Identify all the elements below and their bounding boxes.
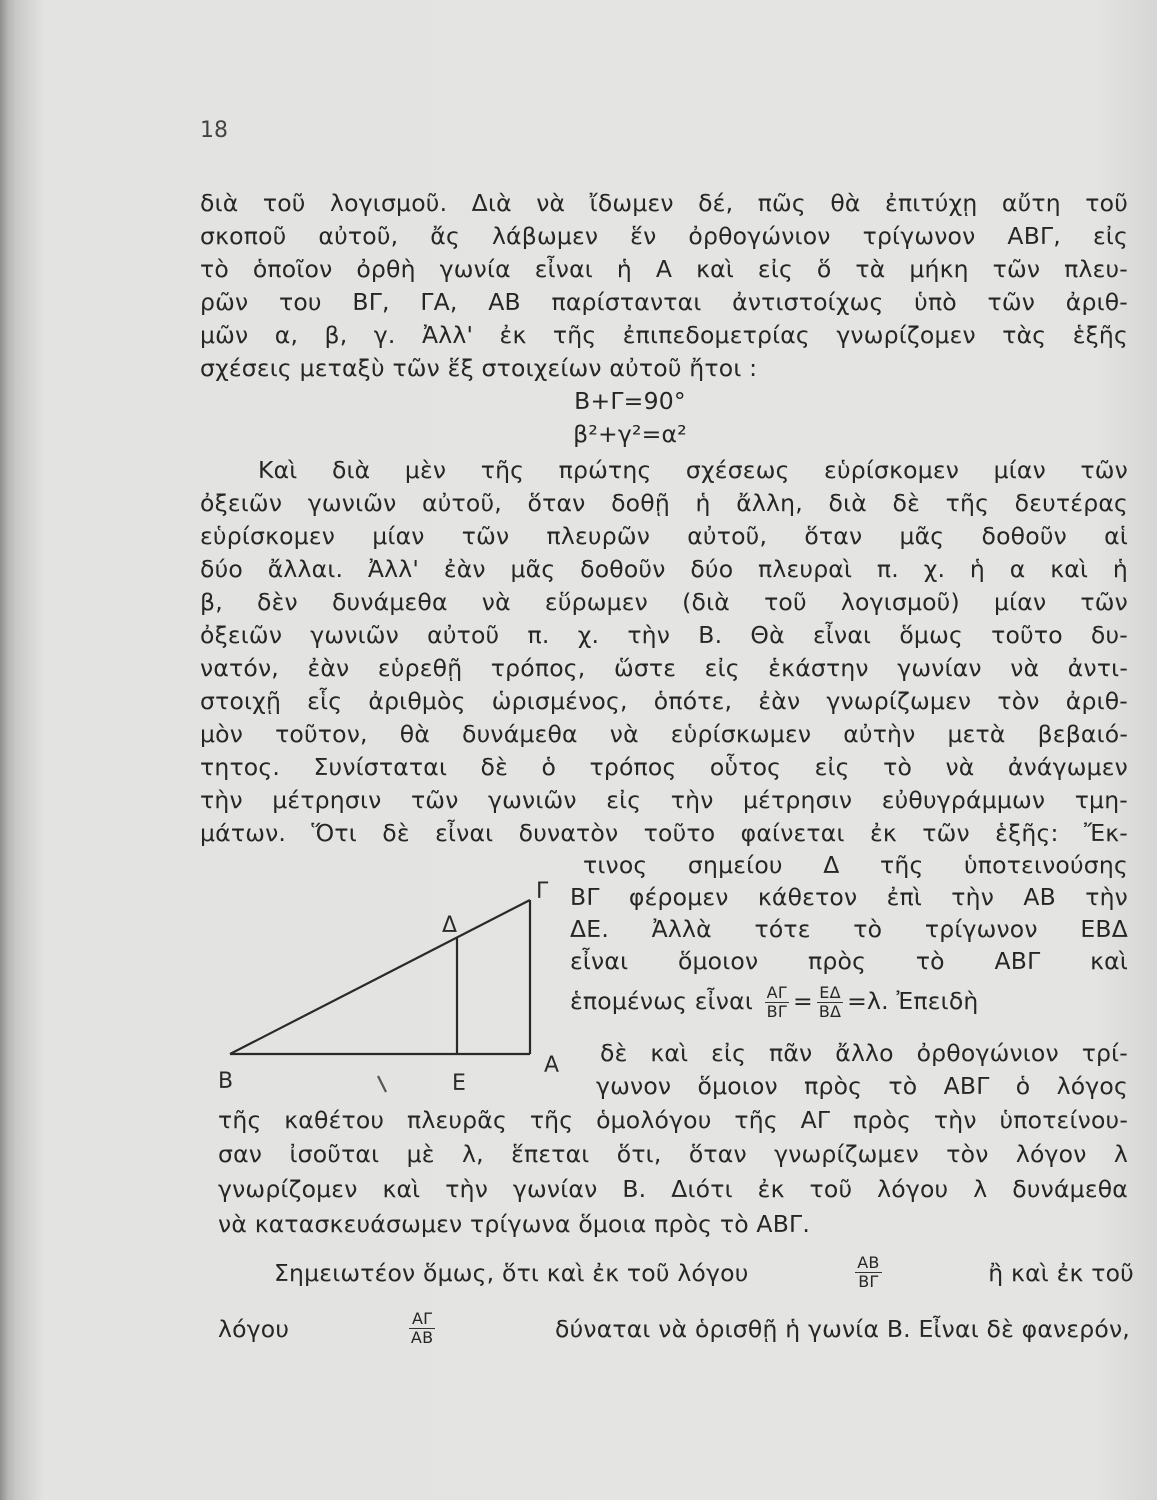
- fraction-ab-over-bg: [855, 1254, 881, 1291]
- text-line: νατόν, ἐὰν εὑρεθῇ τρόπος, ὥστε εἰς ἑκάστην γωνίαν νὰ ἀντι-: [200, 654, 1128, 682]
- text-fragment: =λ. Ἐπειδὴ: [847, 987, 979, 1015]
- fraction-denominator: ΒΔ: [818, 1002, 842, 1021]
- text-line: στοιχῇ εἷς ἀριθμὸς ὡρισμένος, ὁπότε, ἐὰν γνωρίζωμεν τὸν ἀριθ-: [200, 687, 1128, 715]
- text-line: ὀξειῶν γωνιῶν αὐτοῦ π. χ. τὴν Β. Θὰ εἶναι ὅμως τοῦτο δυ-: [200, 621, 1128, 649]
- text-line: ὀξειῶν γωνιῶν αὐτοῦ, ὅταν δοθῇ ἡ ἄλλη, διὰ δὲ τῆς δευτέρας: [200, 489, 1128, 517]
- text-line: σκοποῦ αὐτοῦ, ἄς λάβωμεν ἕν ὀρθογώνιον τρίγωνον ΑΒΓ, εἰς: [200, 222, 1128, 250]
- fraction-ag-over-ab: [409, 1310, 435, 1347]
- hypotenuse-bg: [230, 900, 530, 1054]
- right-triangle-figure: [200, 870, 580, 1110]
- ratio-line: [570, 984, 1130, 1021]
- text-fragment: δύναται νὰ ὁρισθῇ ἡ γωνία Β. Εἶναι δὲ φανερόν,: [555, 1314, 1130, 1343]
- vertex-label-a: Α: [544, 1053, 560, 1078]
- text-line: μῶν α, β, γ. Ἀλλ' ἐκ τῆς ἐπιπεδομετρίας γνωρίζομεν τὰς ἑξῆς: [200, 321, 1128, 349]
- text-fragment: ἢ καὶ ἐκ τοῦ: [988, 1258, 1134, 1287]
- text-line: μάτων. Ὅτι δὲ εἶναι δυνατὸν τοῦτο φαίνεται ἐκ τῶν ἑξῆς: Ἔκ-: [200, 819, 1128, 847]
- page-number: 18: [200, 118, 228, 143]
- text-line: β, δὲν δυνάμεθα νὰ εὕρωμεν (διὰ τοῦ λογισμοῦ) μίαν τῶν: [200, 588, 1128, 616]
- text-line: σαν ἰσοῦται μὲ λ, ἕπεται ὅτι, ὅταν γνωρίζωμεν τὸν λόγον λ: [218, 1140, 1128, 1168]
- fraction-denominator: ΒΓ: [858, 1272, 879, 1291]
- text-line: τινος σημείου Δ τῆς ὑποτεινούσης: [583, 851, 1128, 879]
- text-fragment: λόγου: [218, 1314, 290, 1343]
- point-label-e: Ε: [452, 1071, 466, 1096]
- text-line: γωνον ὅμοιον πρὸς τὸ ΑΒΓ ὁ λόγος: [596, 1072, 1128, 1100]
- fraction-numerator: ΑΓ: [765, 984, 789, 1003]
- vertex-label-b: Β: [218, 1069, 234, 1094]
- text-line: ρῶν του ΒΓ, ΓΑ, ΑΒ παρίστανται ἀντιστοίχως ὑπὸ τῶν ἀριθ-: [200, 288, 1128, 316]
- equals-sign: =: [792, 987, 813, 1015]
- text-line: Καὶ διὰ μὲν τῆς πρώτης σχέσεως εὑρίσκομεν μίαν τῶν: [258, 456, 1128, 484]
- pencil-mark: [378, 1076, 386, 1092]
- vertex-label-g: Γ: [536, 879, 549, 904]
- text-fragment: Σημειωτέον ὅμως, ὅτι καὶ ἐκ τοῦ λόγου: [274, 1258, 749, 1287]
- point-label-d: Δ: [442, 913, 458, 938]
- text-line: σχέσεις μεταξὺ τῶν ἕξ στοιχείων αὐτοῦ ἤτοι :: [200, 354, 758, 382]
- fraction-ed-over-bd: [817, 984, 843, 1021]
- fraction-ag-over-bg: [765, 984, 789, 1021]
- equation-angles: Β+Γ=90°: [574, 387, 686, 415]
- fraction-denominator: ΑΒ: [410, 1328, 434, 1347]
- text-line: τὴν μέτρησιν τῶν γωνιῶν εἰς τὴν μέτρησιν εὐθυγράμμων τμη-: [200, 786, 1128, 814]
- text-line: δύο ἄλλαι. Ἀλλ' ἐὰν μᾶς δοθοῦν δύο πλευραὶ π. χ. ἡ α καὶ ἡ: [200, 555, 1128, 583]
- fraction-denominator: ΒΓ: [766, 1002, 787, 1021]
- fraction-numerator: ΑΒ: [857, 1253, 880, 1272]
- text-line: ΒΓ φέρομεν κάθετον ἐπὶ τὴν ΑΒ τὴν: [570, 883, 1128, 911]
- text-fragment: ἑπομένως εἶναι: [570, 987, 753, 1015]
- text-line: γνωρίζομεν καὶ τὴν γωνίαν Β. Διότι ἐκ τοῦ λόγου λ δυνάμεθα: [218, 1175, 1128, 1203]
- text-line: εἶναι ὅμοιον πρὸς τὸ ΑΒΓ καὶ: [570, 947, 1128, 975]
- fraction-numerator: ΑΓ: [409, 1310, 435, 1329]
- text-line: εὑρίσκομεν μίαν τῶν πλευρῶν αὐτοῦ, ὅταν μᾶς δοθοῦν αἱ: [200, 522, 1128, 550]
- paragraph-4-line-2: [218, 1310, 1130, 1347]
- equation-pythagoras: β²+γ²=α²: [573, 420, 687, 448]
- text-line: τὸ ὁποῖον ὀρθὴ γωνία εἶναι ἡ Α καὶ εἰς ὅ τὰ μήκη τῶν πλευ-: [200, 255, 1128, 283]
- text-line: τῆς καθέτου πλευρᾶς τῆς ὁμολόγου τῆς ΑΓ πρὸς τὴν ὑποτείνου-: [218, 1106, 1128, 1134]
- text-line: μὸν τοῦτον, θὰ δυνάμεθα νὰ εὑρίσκωμεν αὐτὴν μετὰ βεβαιό-: [200, 720, 1128, 748]
- fraction-numerator: ΕΔ: [817, 984, 843, 1003]
- text-line: τητος. Συνίσταται δὲ ὁ τρόπος οὗτος εἰς τὸ νὰ ἀνάγωμεν: [200, 753, 1128, 781]
- text-line: δὲ καὶ εἰς πᾶν ἄλλο ὀρθογώνιον τρί-: [600, 1039, 1128, 1067]
- text-line: διὰ τοῦ λογισμοῦ. Διὰ νὰ ἴδωμεν δέ, πῶς θὰ ἐπιτύχῃ αὔτη τοῦ: [200, 189, 1128, 217]
- paragraph-4-line-1: [274, 1254, 1134, 1291]
- text-line: νὰ κατασκευάσωμεν τρίγωνα ὅμοια πρὸς τὸ ΑΒΓ.: [218, 1210, 810, 1238]
- text-line: ΔΕ. Ἀλλὰ τότε τὸ τρίγωνον ΕΒΔ: [570, 915, 1128, 943]
